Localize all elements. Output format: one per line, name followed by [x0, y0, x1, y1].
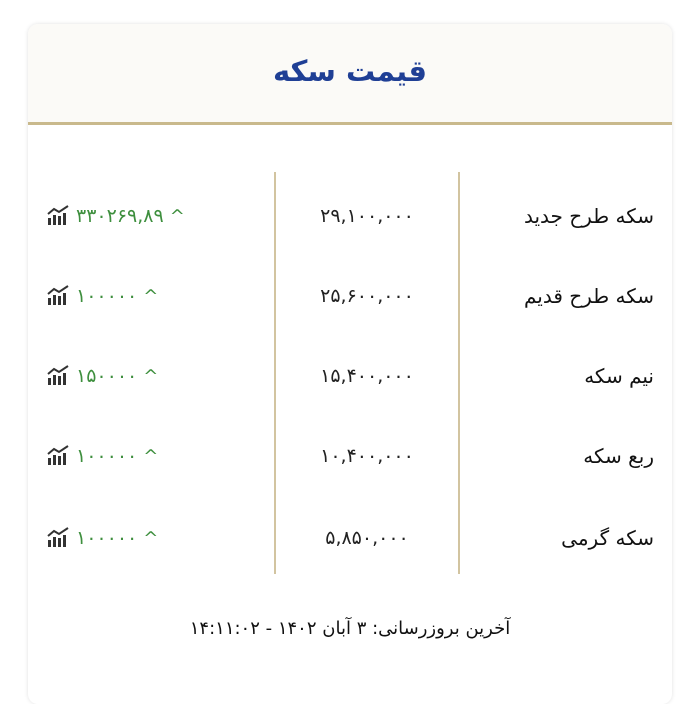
card-header — [28, 24, 672, 125]
table-row — [28, 518, 672, 558]
coin-price: ۵,۸۵۰,۰۰۰ — [325, 527, 409, 549]
table-row — [28, 276, 672, 316]
bar-chart-icon[interactable] — [46, 284, 72, 306]
table-row — [28, 196, 672, 236]
change-value: ۳۳۰۲۶۹,۸۹ — [76, 205, 164, 227]
coin-name: ربع سکه — [583, 444, 654, 468]
bar-chart-icon[interactable] — [46, 204, 72, 226]
bar-chart-icon[interactable] — [46, 526, 72, 548]
price-change — [76, 518, 159, 558]
change-value: ۱۰۰۰۰۰ — [76, 445, 138, 467]
page-title: قیمت سکه — [272, 54, 428, 88]
coin-price: ۲۹,۱۰۰,۰۰۰ — [320, 205, 414, 227]
chevron-up-icon: ^ — [143, 528, 160, 549]
bar-chart-icon[interactable] — [46, 364, 72, 386]
price-change — [76, 276, 159, 316]
chevron-up-icon: ^ — [143, 366, 160, 387]
coin-price: ۱۰,۴۰۰,۰۰۰ — [320, 445, 414, 467]
coin-price-card — [28, 24, 672, 704]
bar-chart-icon[interactable] — [46, 444, 72, 466]
coin-name: نیم سکه — [584, 364, 654, 388]
coin-name: سکه طرح جدید — [523, 204, 654, 228]
chevron-up-icon: ^ — [143, 446, 160, 467]
table-row — [28, 356, 672, 396]
coin-name: سکه طرح قدیم — [523, 284, 654, 308]
coin-price: ۲۵,۶۰۰,۰۰۰ — [320, 285, 414, 307]
chevron-up-icon: ^ — [169, 206, 186, 227]
change-value: ۱۵۰۰۰۰ — [76, 365, 138, 387]
price-change — [76, 196, 186, 236]
chevron-up-icon: ^ — [143, 286, 160, 307]
change-value: ۱۰۰۰۰۰ — [76, 285, 138, 307]
coin-price: ۱۵,۴۰۰,۰۰۰ — [320, 365, 414, 387]
last-update-text: آخرین بروزرسانی: ۳ آبان ۱۴۰۲ - ۱۴:۱۱:۰۲ — [189, 618, 511, 639]
coin-name: سکه گرمی — [561, 526, 654, 550]
price-change — [76, 356, 159, 396]
change-value: ۱۰۰۰۰۰ — [76, 527, 138, 549]
price-change — [76, 436, 159, 476]
table-row — [28, 436, 672, 476]
